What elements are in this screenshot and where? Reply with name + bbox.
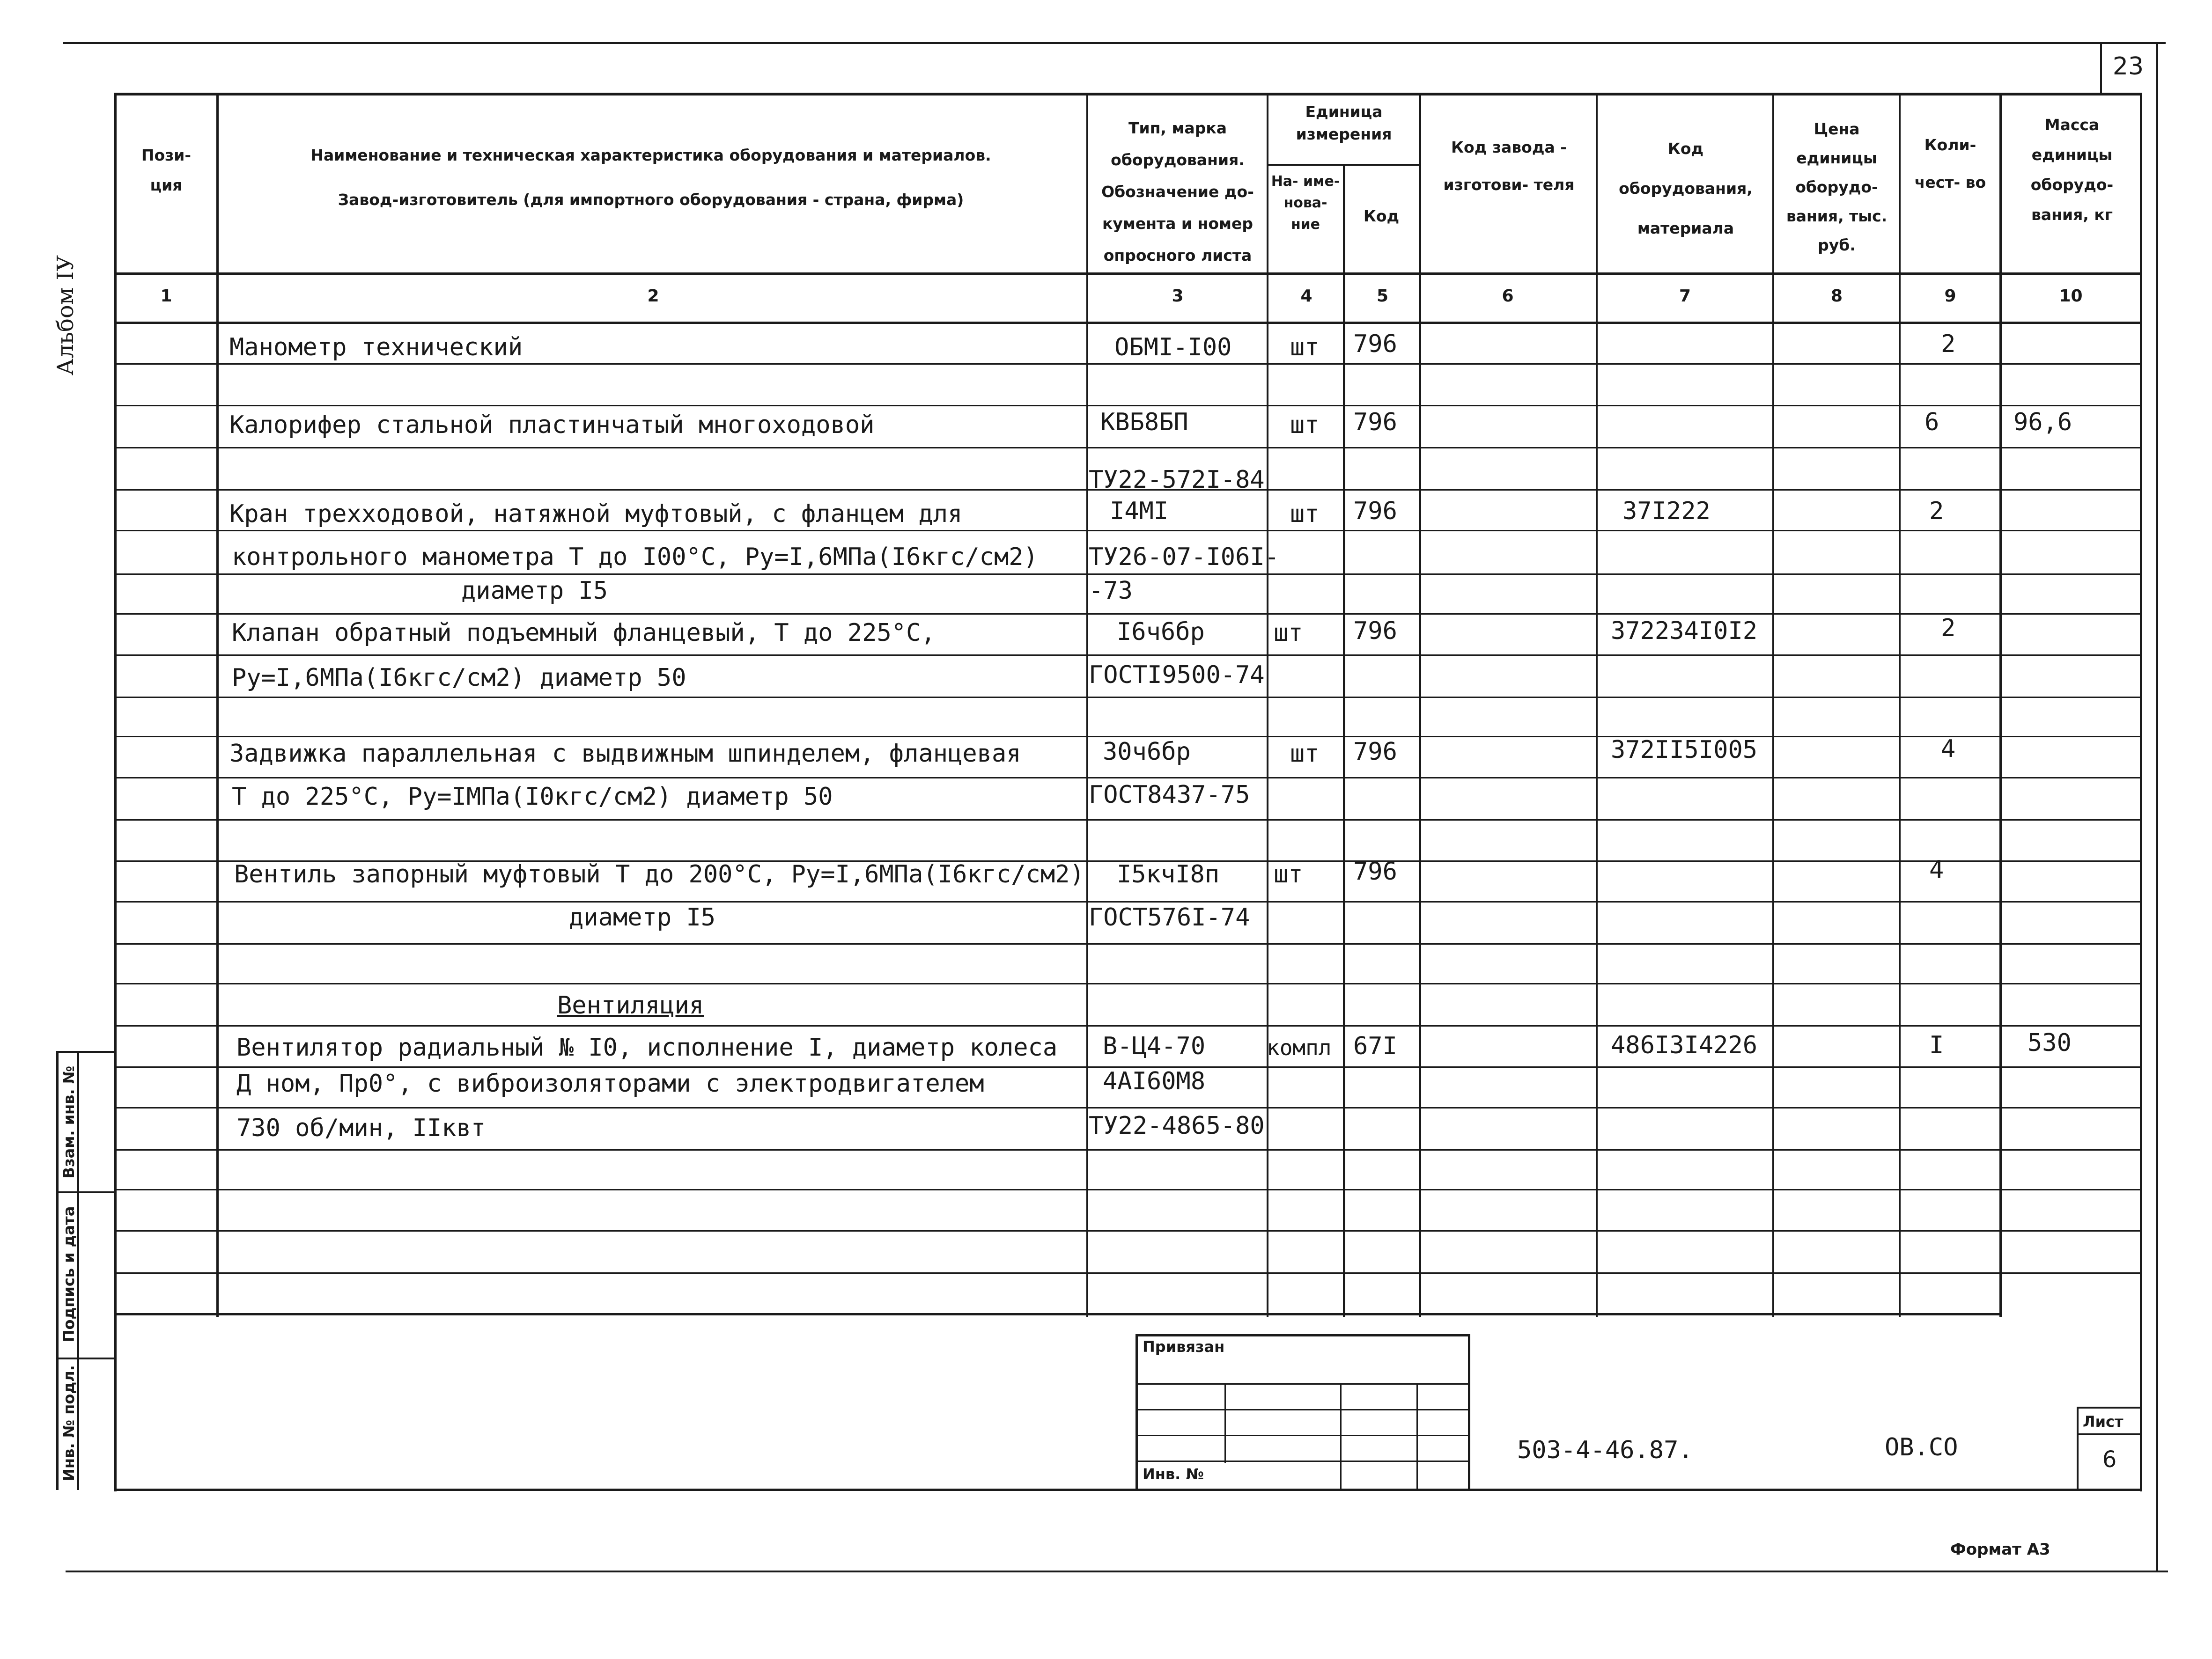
side-inv-podl: Инв. № подл.	[60, 1365, 78, 1481]
column-number: 10	[2059, 286, 2083, 306]
col-line-8	[1899, 93, 1901, 1317]
item-name: Манометр технический	[229, 333, 523, 361]
item-type: ТУ22-4865-80	[1089, 1112, 1265, 1140]
item-mass: 530	[2028, 1029, 2072, 1057]
header-type: Тип, марка оборудования. Обозначение до- кумента и номер опросного листа	[1101, 119, 1254, 264]
item-type: КВБ8БП	[1100, 408, 1188, 436]
row-line	[115, 1230, 2142, 1232]
stamp-row	[1135, 1409, 1470, 1410]
stamp-inv-no: Инв. №	[1143, 1465, 1204, 1483]
item-unit-code: 796	[1353, 408, 1397, 436]
right-rule	[2156, 42, 2158, 1571]
stamp-row	[1135, 1383, 1470, 1385]
item-name: Вентилятор радиальный № I0, исполнение I, диаметр колеса	[236, 1034, 1058, 1062]
item-quantity: 4	[1941, 735, 1956, 763]
header-unit-name: На- име- нова- ние	[1271, 173, 1340, 233]
item-equip-code: 486I3I4226	[1611, 1031, 1758, 1059]
row-line	[115, 819, 2142, 821]
stamp-col	[1416, 1383, 1418, 1490]
col-line-5	[1419, 93, 1421, 1317]
column-number: 4	[1300, 286, 1312, 306]
header-quantity: Коли- чест- во	[1914, 136, 1986, 191]
item-unit-code: 796	[1353, 617, 1397, 645]
stamp-top	[1135, 1334, 1470, 1336]
col-line-2	[1086, 93, 1088, 1317]
stamp-right	[1468, 1334, 1470, 1490]
unit-divider	[1267, 164, 1419, 166]
top-rule	[63, 42, 2166, 44]
item-unit: шт	[1274, 860, 1303, 888]
item-unit: шт	[1290, 333, 1320, 361]
stamp-privyazan: Привязан	[1143, 1338, 1225, 1356]
section-heading: Вентиляция	[557, 991, 704, 1020]
sheet-box-left	[2077, 1407, 2079, 1490]
item-type: ТУ26-07-I06I-	[1089, 543, 1279, 571]
header-name-line2: Завод-изготовитель (для импортного оборудования - страна, фирма)	[338, 191, 964, 209]
item-equip-code: 372II5I005	[1611, 736, 1758, 764]
row-line	[115, 901, 2142, 903]
col-line-4	[1343, 164, 1345, 1317]
item-quantity: I	[1929, 1031, 1944, 1059]
column-number: 6	[1502, 286, 1514, 306]
column-number: 2	[647, 286, 659, 306]
item-type: ТУ22-572I-84	[1089, 466, 1265, 494]
row-line	[115, 1107, 2142, 1108]
item-unit: компл	[1267, 1035, 1332, 1060]
side-vzam: Взам. инв. №	[60, 1065, 78, 1179]
header-plant-code: Код завода - изготови- теля	[1443, 138, 1575, 194]
col-line-7	[1772, 93, 1774, 1317]
item-unit: шт	[1290, 411, 1320, 439]
item-equip-code: 372234I0I2	[1611, 617, 1758, 645]
item-name: контрольного манометра Т до I00°С, Ру=I,6МПа(I6кгс/см2)	[232, 543, 1038, 571]
row-line	[115, 943, 2142, 945]
col-line-3	[1267, 93, 1268, 1317]
numbers-bottom	[115, 322, 2142, 324]
item-type: ОБМI-I00	[1114, 333, 1232, 361]
item-unit: шт	[1274, 619, 1303, 647]
sheet-number: 6	[2102, 1446, 2117, 1473]
stamp-col	[1340, 1383, 1342, 1490]
item-quantity: 2	[1941, 330, 1956, 358]
row-line	[115, 1025, 2142, 1027]
titleblock-bottom	[115, 1489, 2142, 1491]
row-line	[115, 983, 2142, 984]
item-mass: 96,6	[2013, 408, 2072, 436]
stamp-col	[1224, 1383, 1226, 1463]
stamp-left	[1135, 1334, 1138, 1490]
row-line	[115, 1272, 2142, 1274]
header-position: Пози- ция	[141, 146, 192, 194]
side-podpis: Подпись и дата	[60, 1206, 78, 1343]
header-price: Цена единицы оборудо- вания, тыс. руб.	[1786, 120, 1888, 254]
col-line-1	[216, 93, 219, 1317]
item-name: Т до 225°С, Ру=IМПа(I0кгс/см2) диаметр 50	[232, 783, 833, 811]
document-code: 503-4-46.87.	[1517, 1436, 1693, 1464]
row-line	[115, 736, 2142, 737]
item-unit-code: 796	[1353, 858, 1397, 886]
item-type: 30ч6бр	[1103, 738, 1191, 766]
row-line	[115, 613, 2142, 615]
sheet-label: Лист	[2083, 1413, 2124, 1431]
item-type: ГОСТ576I-74	[1089, 903, 1250, 932]
item-name: Вентиль запорный муфтовый Т до 200°С, Ру=I,6МПа(I6кгс/см2)	[234, 860, 1084, 888]
column-number: 5	[1376, 286, 1389, 306]
item-name: Д ном, Пр0°, с виброизоляторами с электродвигателем	[236, 1070, 984, 1098]
item-name: Кран трехходовой, натяжной муфтовый, с фланцем для	[229, 500, 963, 528]
table-top	[115, 93, 2142, 95]
item-unit-code: 796	[1353, 330, 1397, 358]
bottom-rule	[66, 1571, 2168, 1572]
item-type: I4МI	[1110, 497, 1169, 525]
page-number: 23	[2112, 52, 2144, 81]
header-unit: Единица измерения	[1296, 103, 1392, 143]
item-name: диаметр I5	[569, 903, 716, 932]
item-quantity: 2	[1941, 614, 1956, 642]
item-quantity: 2	[1929, 497, 1944, 525]
album-label: Альбом IУ	[52, 255, 79, 375]
item-name: Калорифер стальной пластинчатый многоходовой	[229, 411, 875, 439]
item-unit: шт	[1290, 500, 1320, 528]
item-unit: шт	[1290, 740, 1320, 768]
table-left	[114, 93, 117, 1491]
header-mass: Масса единицы оборудо- вания, кг	[2030, 116, 2114, 224]
row-line	[115, 530, 2142, 531]
stamp-row	[1135, 1461, 1470, 1462]
header-unit-code: Код	[1363, 207, 1400, 225]
row-line	[115, 573, 2142, 575]
row-line	[115, 405, 2142, 406]
table-body-bottom	[115, 1313, 2002, 1315]
col-line-6	[1596, 93, 1598, 1317]
item-quantity: 6	[1924, 408, 1939, 436]
item-name: Ру=I,6МПа(I6кгс/см2) диаметр 50	[232, 664, 686, 692]
item-type: ГОСТ8437-75	[1089, 781, 1250, 809]
item-name: диаметр I5	[461, 577, 608, 605]
column-number: 3	[1172, 286, 1184, 306]
header-name-line1: Наименование и техническая характеристика оборудования и материалов.	[310, 146, 991, 164]
row-line	[115, 777, 2142, 778]
item-name: Клапан обратный подъемный фланцевый, Т до 225°С,	[232, 619, 936, 647]
row-line	[115, 654, 2142, 656]
item-unit-code: 796	[1353, 738, 1397, 766]
col-line-9	[1999, 93, 2002, 1317]
row-line	[115, 1189, 2142, 1190]
column-number: 7	[1679, 286, 1691, 306]
item-type: -73	[1089, 577, 1133, 605]
item-type: 4АI60М8	[1103, 1067, 1206, 1095]
item-type: I5кчI8п	[1117, 860, 1220, 888]
stamp-row	[1135, 1435, 1470, 1436]
header-bottom	[115, 272, 2142, 275]
item-unit-code: 796	[1353, 497, 1397, 525]
header-equip-code: Код оборудования, материала	[1619, 139, 1753, 237]
item-unit-code: 67I	[1353, 1032, 1397, 1060]
table-right	[2140, 93, 2142, 1491]
column-number: 8	[1830, 286, 1843, 306]
item-type: В-Ц4-70	[1103, 1032, 1206, 1060]
item-equip-code: 37I222	[1622, 497, 1711, 525]
item-type: I6ч6бр	[1117, 618, 1205, 646]
sheet-code: ОВ.СО	[1885, 1433, 1958, 1461]
item-name: Задвижка параллельная с выдвижным шпинделем, фланцевая	[229, 740, 1021, 768]
column-number: 9	[1944, 286, 1956, 306]
pagenum-box-left	[2100, 42, 2102, 93]
row-line	[115, 363, 2142, 365]
row-line	[115, 447, 2142, 448]
item-name: 730 об/мин, IIквт	[236, 1114, 486, 1142]
sheet-box-top	[2077, 1407, 2142, 1409]
row-line	[115, 1149, 2142, 1151]
format-label: Формат А3	[1950, 1540, 2050, 1559]
column-number: 1	[160, 286, 172, 306]
row-line	[115, 697, 2142, 698]
sheet-box-mid	[2077, 1433, 2142, 1435]
item-quantity: 4	[1929, 856, 1944, 884]
item-type: ГОСТI9500-74	[1089, 661, 1265, 689]
